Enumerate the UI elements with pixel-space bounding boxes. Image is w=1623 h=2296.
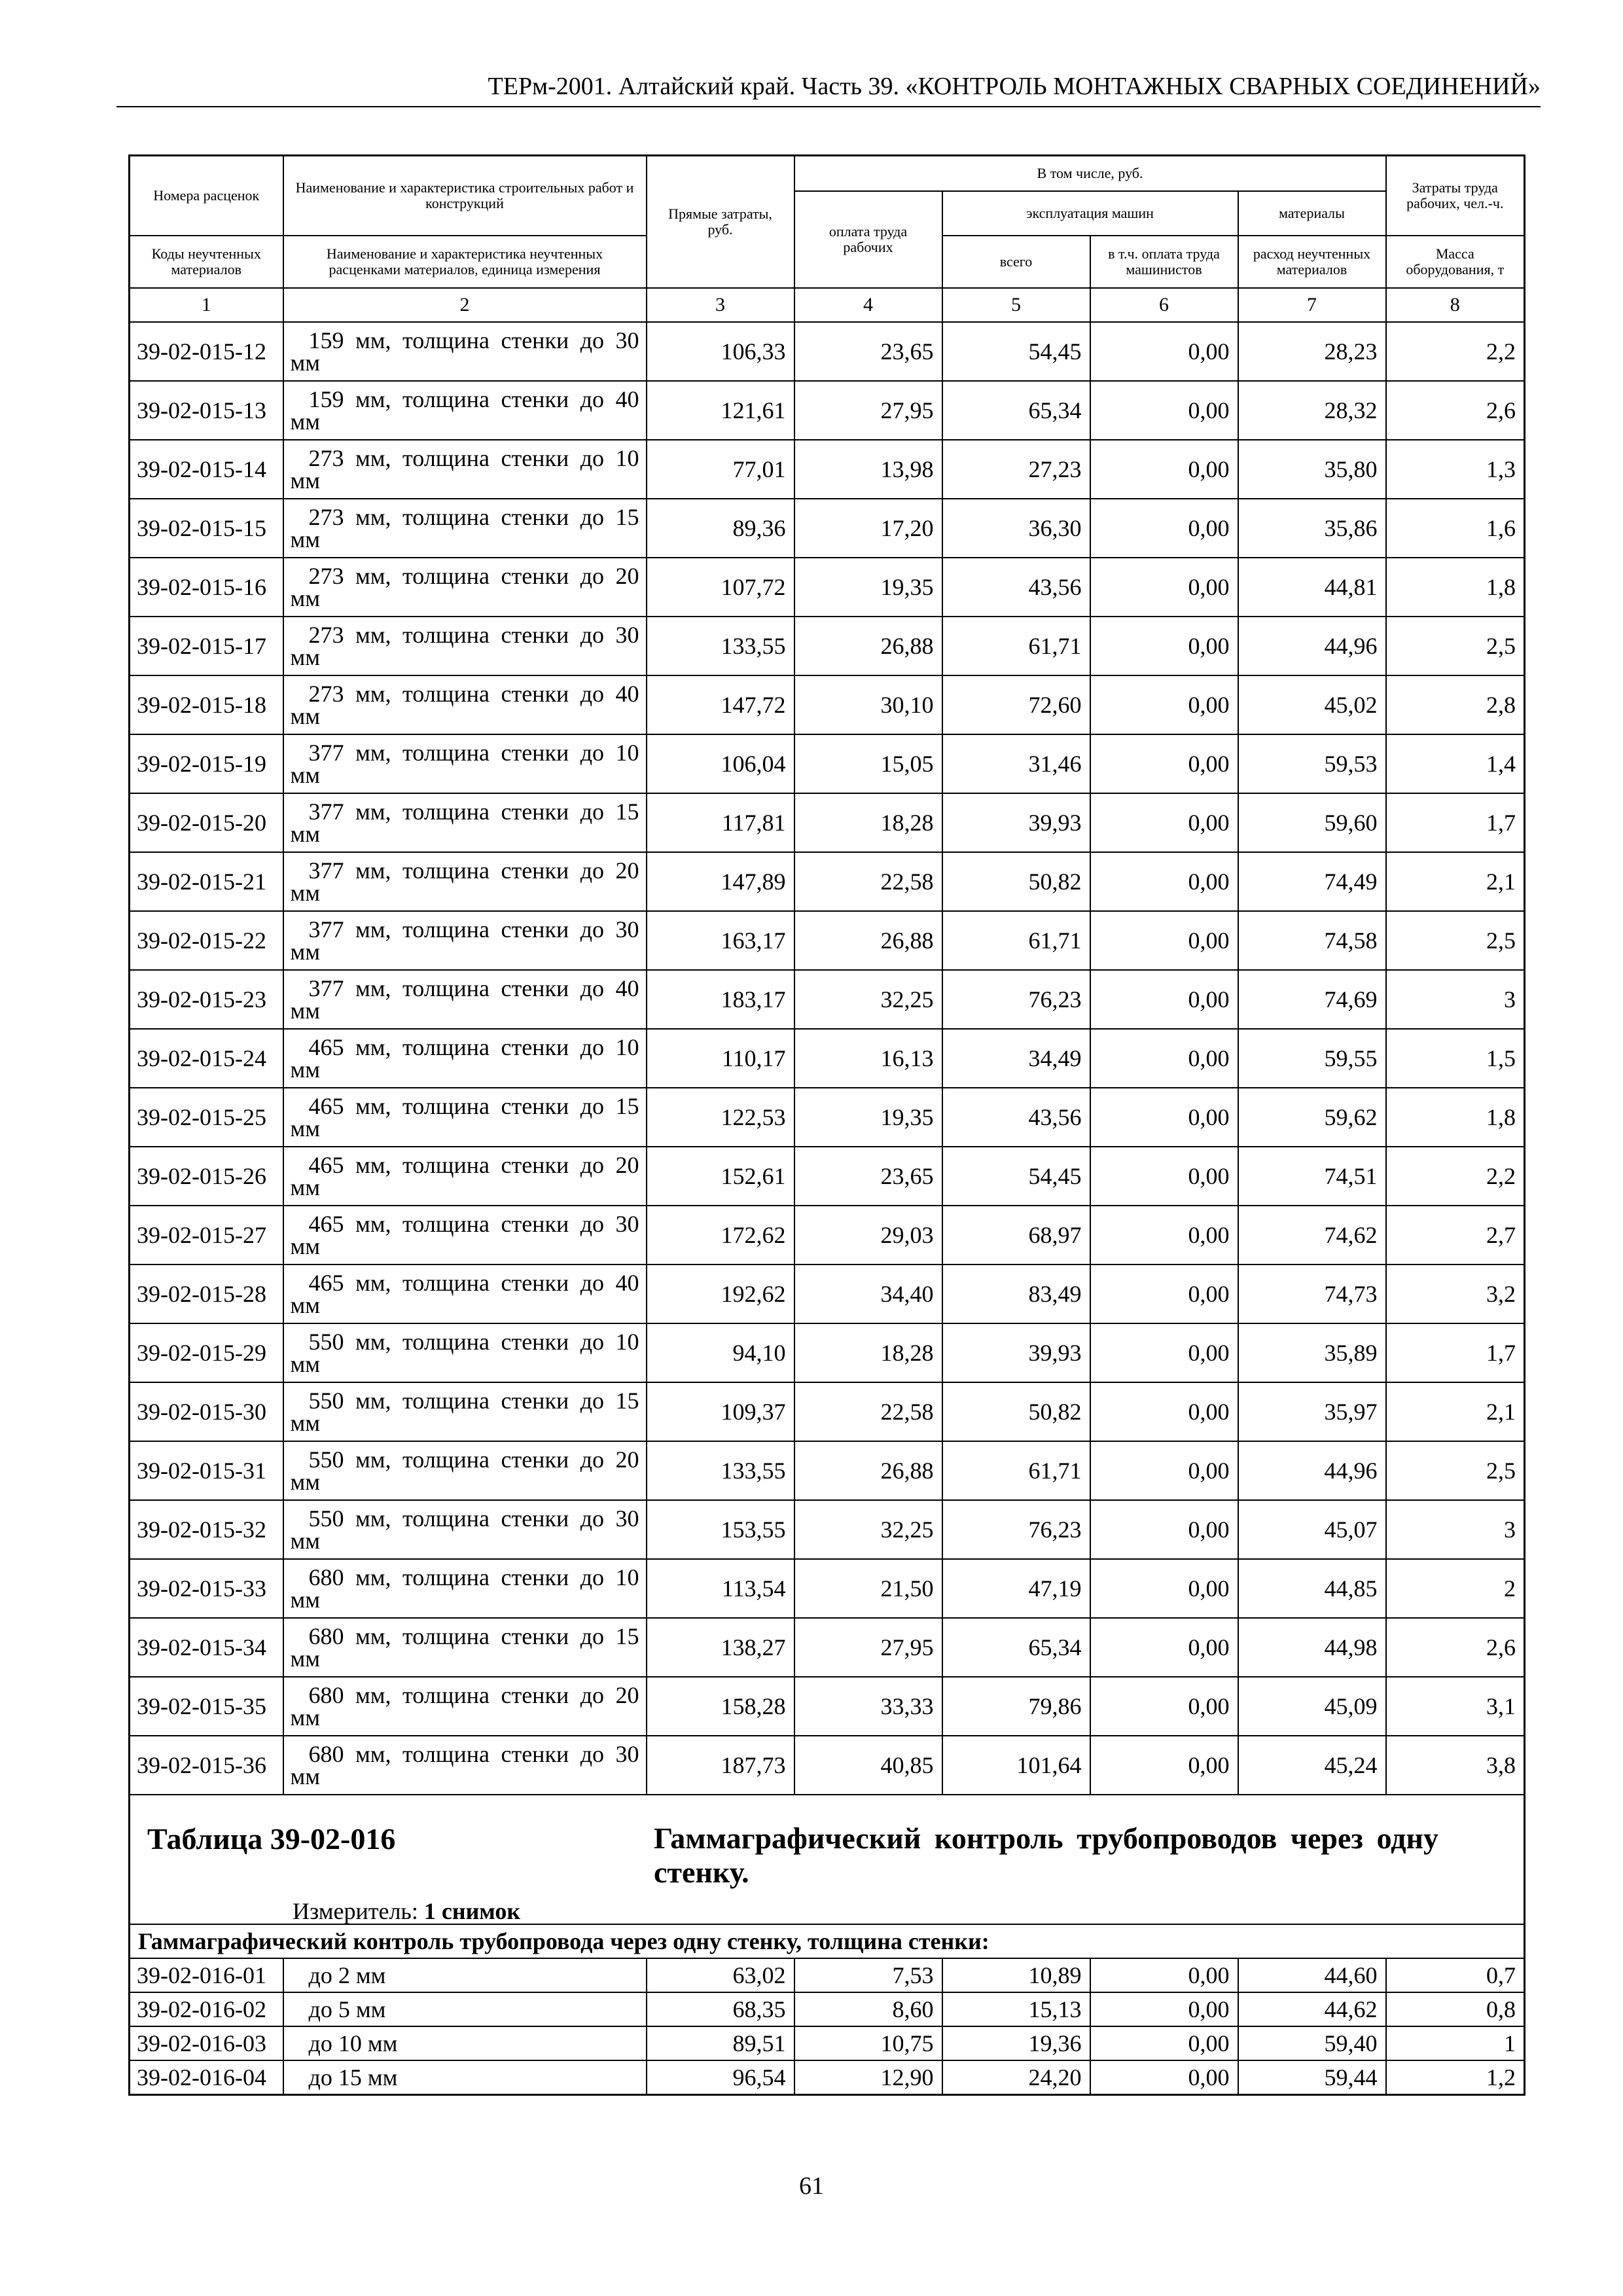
machines-total-cell: 19,36 — [942, 2026, 1090, 2060]
direct-cost-cell: 153,55 — [647, 1500, 794, 1559]
description-cell: до 15 мм — [283, 2060, 647, 2095]
labor-cell: 3 — [1386, 970, 1525, 1029]
column-number: 2 — [283, 288, 647, 322]
labor-cell: 2,2 — [1386, 322, 1525, 381]
description-cell: 159 мм, толщина стенки до 40 мм — [283, 381, 647, 440]
machines-total-cell: 15,13 — [942, 1992, 1090, 2026]
description-cell: 377 мм, толщина стенки до 10 мм — [283, 734, 647, 793]
description-cell: 273 мм, толщина стенки до 20 мм — [283, 558, 647, 617]
operator-pay-cell: 0,00 — [1090, 2026, 1238, 2060]
table-row — [130, 1677, 1525, 1736]
worker-pay-cell: 10,75 — [794, 2026, 942, 2060]
direct-cost-cell: 89,36 — [647, 499, 794, 558]
table-row — [130, 558, 1525, 617]
direct-cost-cell: 147,72 — [647, 675, 794, 734]
table-row — [130, 1029, 1525, 1088]
table-row — [130, 322, 1525, 381]
labor-cell: 3,8 — [1386, 1736, 1525, 1795]
rate-code-cell: 39-02-016-03 — [130, 2026, 283, 2060]
labor-cell: 2,5 — [1386, 1441, 1525, 1500]
materials-cell: 44,60 — [1238, 1958, 1386, 1992]
page-number: 61 — [799, 2172, 824, 2200]
worker-pay-cell: 34,40 — [794, 1265, 942, 1323]
rate-code-cell: 39-02-015-14 — [130, 440, 283, 499]
labor-cell: 2 — [1386, 1559, 1525, 1618]
table-row — [130, 2060, 1525, 2095]
machines-total-cell: 101,64 — [942, 1736, 1090, 1795]
machines-total-cell: 54,45 — [942, 322, 1090, 381]
worker-pay-cell: 22,58 — [794, 852, 942, 911]
description-cell: 465 мм, толщина стенки до 30 мм — [283, 1206, 647, 1265]
materials-cell: 44,81 — [1238, 558, 1386, 617]
materials-cell: 45,07 — [1238, 1500, 1386, 1559]
direct-cost-cell: 89,51 — [647, 2026, 794, 2060]
table-row — [130, 1206, 1525, 1265]
section-title: Гаммаграфический контроль трубопроводов через одну стенку. — [654, 1821, 1439, 1889]
direct-cost-cell: 152,61 — [647, 1147, 794, 1206]
rate-code-cell: 39-02-015-17 — [130, 617, 283, 675]
rate-code-cell: 39-02-015-15 — [130, 499, 283, 558]
rate-code-cell: 39-02-015-26 — [130, 1147, 283, 1206]
operator-pay-cell: 0,00 — [1090, 793, 1238, 852]
labor-cell: 2,1 — [1386, 1382, 1525, 1441]
direct-cost-cell: 113,54 — [647, 1559, 794, 1618]
worker-pay-cell: 27,95 — [794, 1618, 942, 1677]
worker-pay-cell: 33,33 — [794, 1677, 942, 1736]
section-meter — [293, 1897, 520, 1925]
rate-code-cell: 39-02-016-02 — [130, 1992, 283, 2026]
column-number-row — [130, 288, 1525, 322]
header-equipment-mass: Масса оборудования, т — [1386, 236, 1525, 288]
labor-cell: 2,2 — [1386, 1147, 1525, 1206]
materials-cell: 44,85 — [1238, 1559, 1386, 1618]
materials-cell: 74,62 — [1238, 1206, 1386, 1265]
worker-pay-cell: 30,10 — [794, 675, 942, 734]
operator-pay-cell: 0,00 — [1090, 1265, 1238, 1323]
labor-cell: 0,7 — [1386, 1958, 1525, 1992]
operator-pay-cell: 0,00 — [1090, 1088, 1238, 1147]
machines-total-cell: 83,49 — [942, 1265, 1090, 1323]
description-cell: 377 мм, толщина стенки до 15 мм — [283, 793, 647, 852]
operator-pay-cell: 0,00 — [1090, 499, 1238, 558]
rate-code-cell: 39-02-015-19 — [130, 734, 283, 793]
operator-pay-cell: 0,00 — [1090, 617, 1238, 675]
direct-cost-cell: 68,35 — [647, 1992, 794, 2026]
rate-code-cell: 39-02-015-29 — [130, 1323, 283, 1382]
table-row — [130, 1323, 1525, 1382]
table-row — [130, 381, 1525, 440]
description-cell: 550 мм, толщина стенки до 30 мм — [283, 1500, 647, 1559]
worker-pay-cell: 32,25 — [794, 970, 942, 1029]
worker-pay-cell: 12,90 — [794, 2060, 942, 2095]
header-rates-number: Номера расценок — [130, 156, 283, 236]
worker-pay-cell: 18,28 — [794, 1323, 942, 1382]
materials-cell: 59,40 — [1238, 2026, 1386, 2060]
operator-pay-cell: 0,00 — [1090, 1677, 1238, 1736]
rate-code-cell: 39-02-015-32 — [130, 1500, 283, 1559]
machines-total-cell: 10,89 — [942, 1958, 1090, 1992]
table-row — [130, 1382, 1525, 1441]
description-cell: 465 мм, толщина стенки до 15 мм — [283, 1088, 647, 1147]
operator-pay-cell: 0,00 — [1090, 1992, 1238, 2026]
materials-cell: 74,49 — [1238, 852, 1386, 911]
description-cell: 680 мм, толщина стенки до 15 мм — [283, 1618, 647, 1677]
worker-pay-cell: 13,98 — [794, 440, 942, 499]
table-row — [130, 911, 1525, 970]
description-cell: 550 мм, толщина стенки до 15 мм — [283, 1382, 647, 1441]
materials-cell: 28,32 — [1238, 381, 1386, 440]
direct-cost-cell: 147,89 — [647, 852, 794, 911]
labor-cell: 2,1 — [1386, 852, 1525, 911]
rate-code-cell: 39-02-015-22 — [130, 911, 283, 970]
machines-total-cell: 72,60 — [942, 675, 1090, 734]
materials-cell: 74,51 — [1238, 1147, 1386, 1206]
machines-total-cell: 24,20 — [942, 2060, 1090, 2095]
machines-total-cell: 34,49 — [942, 1029, 1090, 1088]
worker-pay-cell: 26,88 — [794, 911, 942, 970]
machines-total-cell: 43,56 — [942, 558, 1090, 617]
section-heading-row — [130, 1795, 1525, 1924]
machines-total-cell: 50,82 — [942, 852, 1090, 911]
header-operator-pay: в т.ч. оплата труда машинистов — [1090, 236, 1238, 288]
materials-cell: 35,86 — [1238, 499, 1386, 558]
table-row — [130, 499, 1525, 558]
rate-code-cell: 39-02-015-18 — [130, 675, 283, 734]
header-total: всего — [942, 236, 1090, 288]
materials-cell: 59,55 — [1238, 1029, 1386, 1088]
header-unaccounted-names: Наименование и характеристика неучтенных расценками материалов, единица измерения — [283, 236, 647, 288]
description-cell: 465 мм, толщина стенки до 10 мм — [283, 1029, 647, 1088]
labor-cell: 1,4 — [1386, 734, 1525, 793]
header-name-characteristics: Наименование и характеристика строительных работ и конструкций — [283, 156, 647, 236]
labor-cell: 1,5 — [1386, 1029, 1525, 1088]
table-row — [130, 793, 1525, 852]
header-unaccounted-codes: Коды неучтенных материалов — [130, 236, 283, 288]
labor-cell: 1,3 — [1386, 440, 1525, 499]
operator-pay-cell: 0,00 — [1090, 970, 1238, 1029]
header-row-1 — [130, 156, 1525, 192]
machines-total-cell: 68,97 — [942, 1206, 1090, 1265]
description-cell: 465 мм, толщина стенки до 20 мм — [283, 1147, 647, 1206]
materials-cell: 45,24 — [1238, 1736, 1386, 1795]
machines-total-cell: 76,23 — [942, 1500, 1090, 1559]
operator-pay-cell: 0,00 — [1090, 1147, 1238, 1206]
operator-pay-cell: 0,00 — [1090, 734, 1238, 793]
worker-pay-cell: 18,28 — [794, 793, 942, 852]
operator-pay-cell: 0,00 — [1090, 2060, 1238, 2095]
rate-code-cell: 39-02-015-35 — [130, 1677, 283, 1736]
description-cell: 680 мм, толщина стенки до 30 мм — [283, 1736, 647, 1795]
worker-pay-cell: 40,85 — [794, 1736, 942, 1795]
rate-code-cell: 39-02-015-21 — [130, 852, 283, 911]
table-row — [130, 617, 1525, 675]
worker-pay-cell: 7,53 — [794, 1958, 942, 1992]
labor-cell: 2,8 — [1386, 675, 1525, 734]
direct-cost-cell: 121,61 — [647, 381, 794, 440]
table-row — [130, 1500, 1525, 1559]
section-subheading-row — [130, 1924, 1525, 1958]
table-row — [130, 1559, 1525, 1618]
direct-cost-cell: 109,37 — [647, 1382, 794, 1441]
description-cell: 550 мм, толщина стенки до 20 мм — [283, 1441, 647, 1500]
worker-pay-cell: 15,05 — [794, 734, 942, 793]
machines-total-cell: 39,93 — [942, 1323, 1090, 1382]
rate-code-cell: 39-02-015-36 — [130, 1736, 283, 1795]
description-cell: 159 мм, толщина стенки до 30 мм — [283, 322, 647, 381]
operator-pay-cell: 0,00 — [1090, 1382, 1238, 1441]
labor-cell: 2,5 — [1386, 911, 1525, 970]
operator-pay-cell: 0,00 — [1090, 1029, 1238, 1088]
table-row — [130, 1618, 1525, 1677]
rate-code-cell: 39-02-016-01 — [130, 1958, 283, 1992]
materials-cell: 74,73 — [1238, 1265, 1386, 1323]
table-row — [130, 970, 1525, 1029]
machines-total-cell: 65,34 — [942, 1618, 1090, 1677]
rate-code-cell: 39-02-015-31 — [130, 1441, 283, 1500]
labor-cell: 3,1 — [1386, 1677, 1525, 1736]
materials-cell: 44,96 — [1238, 1441, 1386, 1500]
materials-cell: 59,44 — [1238, 2060, 1386, 2095]
machines-total-cell: 50,82 — [942, 1382, 1090, 1441]
worker-pay-cell: 19,35 — [794, 558, 942, 617]
header-rule — [116, 106, 1541, 107]
labor-cell: 1 — [1386, 2026, 1525, 2060]
worker-pay-cell: 17,20 — [794, 499, 942, 558]
machines-total-cell: 31,46 — [942, 734, 1090, 793]
section-heading-cell — [130, 1795, 1525, 1924]
materials-cell: 35,80 — [1238, 440, 1386, 499]
column-number: 6 — [1090, 288, 1238, 322]
description-cell: до 2 мм — [283, 1958, 647, 1992]
direct-cost-cell: 158,28 — [647, 1677, 794, 1736]
rate-code-cell: 39-02-015-33 — [130, 1559, 283, 1618]
labor-cell: 2,6 — [1386, 1618, 1525, 1677]
table-row — [130, 440, 1525, 499]
operator-pay-cell: 0,00 — [1090, 1618, 1238, 1677]
description-cell: 273 мм, толщина стенки до 15 мм — [283, 499, 647, 558]
worker-pay-cell: 19,35 — [794, 1088, 942, 1147]
worker-pay-cell: 23,65 — [794, 322, 942, 381]
rate-code-cell: 39-02-015-16 — [130, 558, 283, 617]
meter-label: Измеритель: — [293, 1898, 424, 1924]
rate-code-cell: 39-02-015-28 — [130, 1265, 283, 1323]
materials-cell: 44,96 — [1238, 617, 1386, 675]
header-unaccounted-consumption: расход неучтенных материалов — [1238, 236, 1386, 288]
description-cell: 377 мм, толщина стенки до 30 мм — [283, 911, 647, 970]
operator-pay-cell: 0,00 — [1090, 1559, 1238, 1618]
materials-cell: 45,02 — [1238, 675, 1386, 734]
section-subheading: Гаммаграфический контроль трубопровода через одну стенку, толщина стенки: — [130, 1924, 1525, 1958]
labor-cell: 1,7 — [1386, 1323, 1525, 1382]
direct-cost-cell: 133,55 — [647, 1441, 794, 1500]
operator-pay-cell: 0,00 — [1090, 911, 1238, 970]
direct-cost-cell: 63,02 — [647, 1958, 794, 1992]
direct-cost-cell: 133,55 — [647, 617, 794, 675]
worker-pay-cell: 23,65 — [794, 1147, 942, 1206]
worker-pay-cell: 26,88 — [794, 617, 942, 675]
table-row — [130, 734, 1525, 793]
operator-pay-cell: 0,00 — [1090, 381, 1238, 440]
column-number: 4 — [794, 288, 942, 322]
machines-total-cell: 76,23 — [942, 970, 1090, 1029]
labor-cell: 2,7 — [1386, 1206, 1525, 1265]
rate-code-cell: 39-02-015-24 — [130, 1029, 283, 1088]
operator-pay-cell: 0,00 — [1090, 1441, 1238, 1500]
table-row — [130, 1088, 1525, 1147]
worker-pay-cell: 26,88 — [794, 1441, 942, 1500]
header-direct-costs: Прямые затраты, руб. — [647, 156, 794, 289]
labor-cell: 1,2 — [1386, 2060, 1525, 2095]
table-row — [130, 1736, 1525, 1795]
rate-code-cell: 39-02-015-34 — [130, 1618, 283, 1677]
operator-pay-cell: 0,00 — [1090, 852, 1238, 911]
direct-cost-cell: 163,17 — [647, 911, 794, 970]
section-table-label: Таблица 39-02-016 — [147, 1822, 396, 1856]
machines-total-cell: 61,71 — [942, 1441, 1090, 1500]
direct-cost-cell: 110,17 — [647, 1029, 794, 1088]
operator-pay-cell: 0,00 — [1090, 1500, 1238, 1559]
description-cell: 550 мм, толщина стенки до 10 мм — [283, 1323, 647, 1382]
machines-total-cell: 54,45 — [942, 1147, 1090, 1206]
table-row — [130, 1265, 1525, 1323]
direct-cost-cell: 192,62 — [647, 1265, 794, 1323]
direct-cost-cell: 94,10 — [647, 1323, 794, 1382]
rate-code-cell: 39-02-015-12 — [130, 322, 283, 381]
header-materials: материалы — [1238, 191, 1386, 236]
direct-cost-cell: 183,17 — [647, 970, 794, 1029]
machines-total-cell: 43,56 — [942, 1088, 1090, 1147]
worker-pay-cell: 22,58 — [794, 1382, 942, 1441]
description-cell: до 5 мм — [283, 1992, 647, 2026]
operator-pay-cell: 0,00 — [1090, 440, 1238, 499]
operator-pay-cell: 0,00 — [1090, 675, 1238, 734]
labor-cell: 2,6 — [1386, 381, 1525, 440]
rate-code-cell: 39-02-015-23 — [130, 970, 283, 1029]
table-row — [130, 1992, 1525, 2026]
labor-cell: 0,8 — [1386, 1992, 1525, 2026]
table-row — [130, 1441, 1525, 1500]
direct-cost-cell: 96,54 — [647, 2060, 794, 2095]
machines-total-cell: 61,71 — [942, 911, 1090, 970]
worker-pay-cell: 29,03 — [794, 1206, 942, 1265]
table-row — [130, 675, 1525, 734]
table-row — [130, 1958, 1525, 1992]
direct-cost-cell: 107,72 — [647, 558, 794, 617]
machines-total-cell: 39,93 — [942, 793, 1090, 852]
description-cell: 377 мм, толщина стенки до 40 мм — [283, 970, 647, 1029]
labor-cell: 1,8 — [1386, 558, 1525, 617]
direct-cost-cell: 172,62 — [647, 1206, 794, 1265]
description-cell: 680 мм, толщина стенки до 10 мм — [283, 1559, 647, 1618]
running-header: ТЕРм-2001. Алтайский край. Часть 39. «КОНТРОЛЬ МОНТАЖНЫХ СВАРНЫХ СОЕДИНЕНИЙ» — [488, 73, 1541, 100]
header-labor-costs: Затраты труда рабочих, чел.-ч. — [1386, 156, 1525, 236]
operator-pay-cell: 0,00 — [1090, 322, 1238, 381]
machines-total-cell: 27,23 — [942, 440, 1090, 499]
materials-cell: 44,98 — [1238, 1618, 1386, 1677]
description-cell: 377 мм, толщина стенки до 20 мм — [283, 852, 647, 911]
worker-pay-cell: 8,60 — [794, 1992, 942, 2026]
description-cell: 465 мм, толщина стенки до 40 мм — [283, 1265, 647, 1323]
materials-cell: 35,89 — [1238, 1323, 1386, 1382]
direct-cost-cell: 106,04 — [647, 734, 794, 793]
table-row — [130, 1147, 1525, 1206]
materials-cell: 74,58 — [1238, 911, 1386, 970]
meter-value: 1 снимок — [423, 1898, 521, 1924]
rate-code-cell: 39-02-015-30 — [130, 1382, 283, 1441]
operator-pay-cell: 0,00 — [1090, 1736, 1238, 1795]
header-including: В том числе, руб. — [794, 156, 1386, 192]
worker-pay-cell: 21,50 — [794, 1559, 942, 1618]
operator-pay-cell: 0,00 — [1090, 558, 1238, 617]
direct-cost-cell: 138,27 — [647, 1618, 794, 1677]
labor-cell: 2,5 — [1386, 617, 1525, 675]
materials-cell: 59,62 — [1238, 1088, 1386, 1147]
description-cell: до 10 мм — [283, 2026, 647, 2060]
direct-cost-cell: 117,81 — [647, 793, 794, 852]
table-row — [130, 2026, 1525, 2060]
materials-cell: 74,69 — [1238, 970, 1386, 1029]
header-machine-operation: эксплуатация машин — [942, 191, 1238, 236]
materials-cell: 35,97 — [1238, 1382, 1386, 1441]
direct-cost-cell: 77,01 — [647, 440, 794, 499]
materials-cell: 59,53 — [1238, 734, 1386, 793]
direct-cost-cell: 106,33 — [647, 322, 794, 381]
operator-pay-cell: 0,00 — [1090, 1206, 1238, 1265]
rate-code-cell: 39-02-015-27 — [130, 1206, 283, 1265]
materials-cell: 59,60 — [1238, 793, 1386, 852]
materials-cell: 28,23 — [1238, 322, 1386, 381]
labor-cell: 1,7 — [1386, 793, 1525, 852]
machines-total-cell: 36,30 — [942, 499, 1090, 558]
header-worker-pay: оплата труда рабочих — [794, 191, 942, 288]
table-row — [130, 852, 1525, 911]
rates-table — [128, 154, 1525, 2096]
rate-code-cell: 39-02-015-20 — [130, 793, 283, 852]
machines-total-cell: 61,71 — [942, 617, 1090, 675]
operator-pay-cell: 0,00 — [1090, 1958, 1238, 1992]
worker-pay-cell: 32,25 — [794, 1500, 942, 1559]
direct-cost-cell: 187,73 — [647, 1736, 794, 1795]
description-cell: 273 мм, толщина стенки до 10 мм — [283, 440, 647, 499]
worker-pay-cell: 27,95 — [794, 381, 942, 440]
column-number: 1 — [130, 288, 283, 322]
rate-code-cell: 39-02-015-25 — [130, 1088, 283, 1147]
materials-cell: 45,09 — [1238, 1677, 1386, 1736]
column-number: 7 — [1238, 288, 1386, 322]
description-cell: 273 мм, толщина стенки до 30 мм — [283, 617, 647, 675]
operator-pay-cell: 0,00 — [1090, 1323, 1238, 1382]
labor-cell: 3 — [1386, 1500, 1525, 1559]
rate-code-cell: 39-02-016-04 — [130, 2060, 283, 2095]
rate-code-cell: 39-02-015-13 — [130, 381, 283, 440]
worker-pay-cell: 16,13 — [794, 1029, 942, 1088]
labor-cell: 3,2 — [1386, 1265, 1525, 1323]
column-number: 8 — [1386, 288, 1525, 322]
machines-total-cell: 79,86 — [942, 1677, 1090, 1736]
description-cell: 680 мм, толщина стенки до 20 мм — [283, 1677, 647, 1736]
column-number: 5 — [942, 288, 1090, 322]
machines-total-cell: 65,34 — [942, 381, 1090, 440]
labor-cell: 1,8 — [1386, 1088, 1525, 1147]
labor-cell: 1,6 — [1386, 499, 1525, 558]
description-cell: 273 мм, толщина стенки до 40 мм — [283, 675, 647, 734]
direct-cost-cell: 122,53 — [647, 1088, 794, 1147]
materials-cell: 44,62 — [1238, 1992, 1386, 2026]
column-number: 3 — [647, 288, 794, 322]
machines-total-cell: 47,19 — [942, 1559, 1090, 1618]
